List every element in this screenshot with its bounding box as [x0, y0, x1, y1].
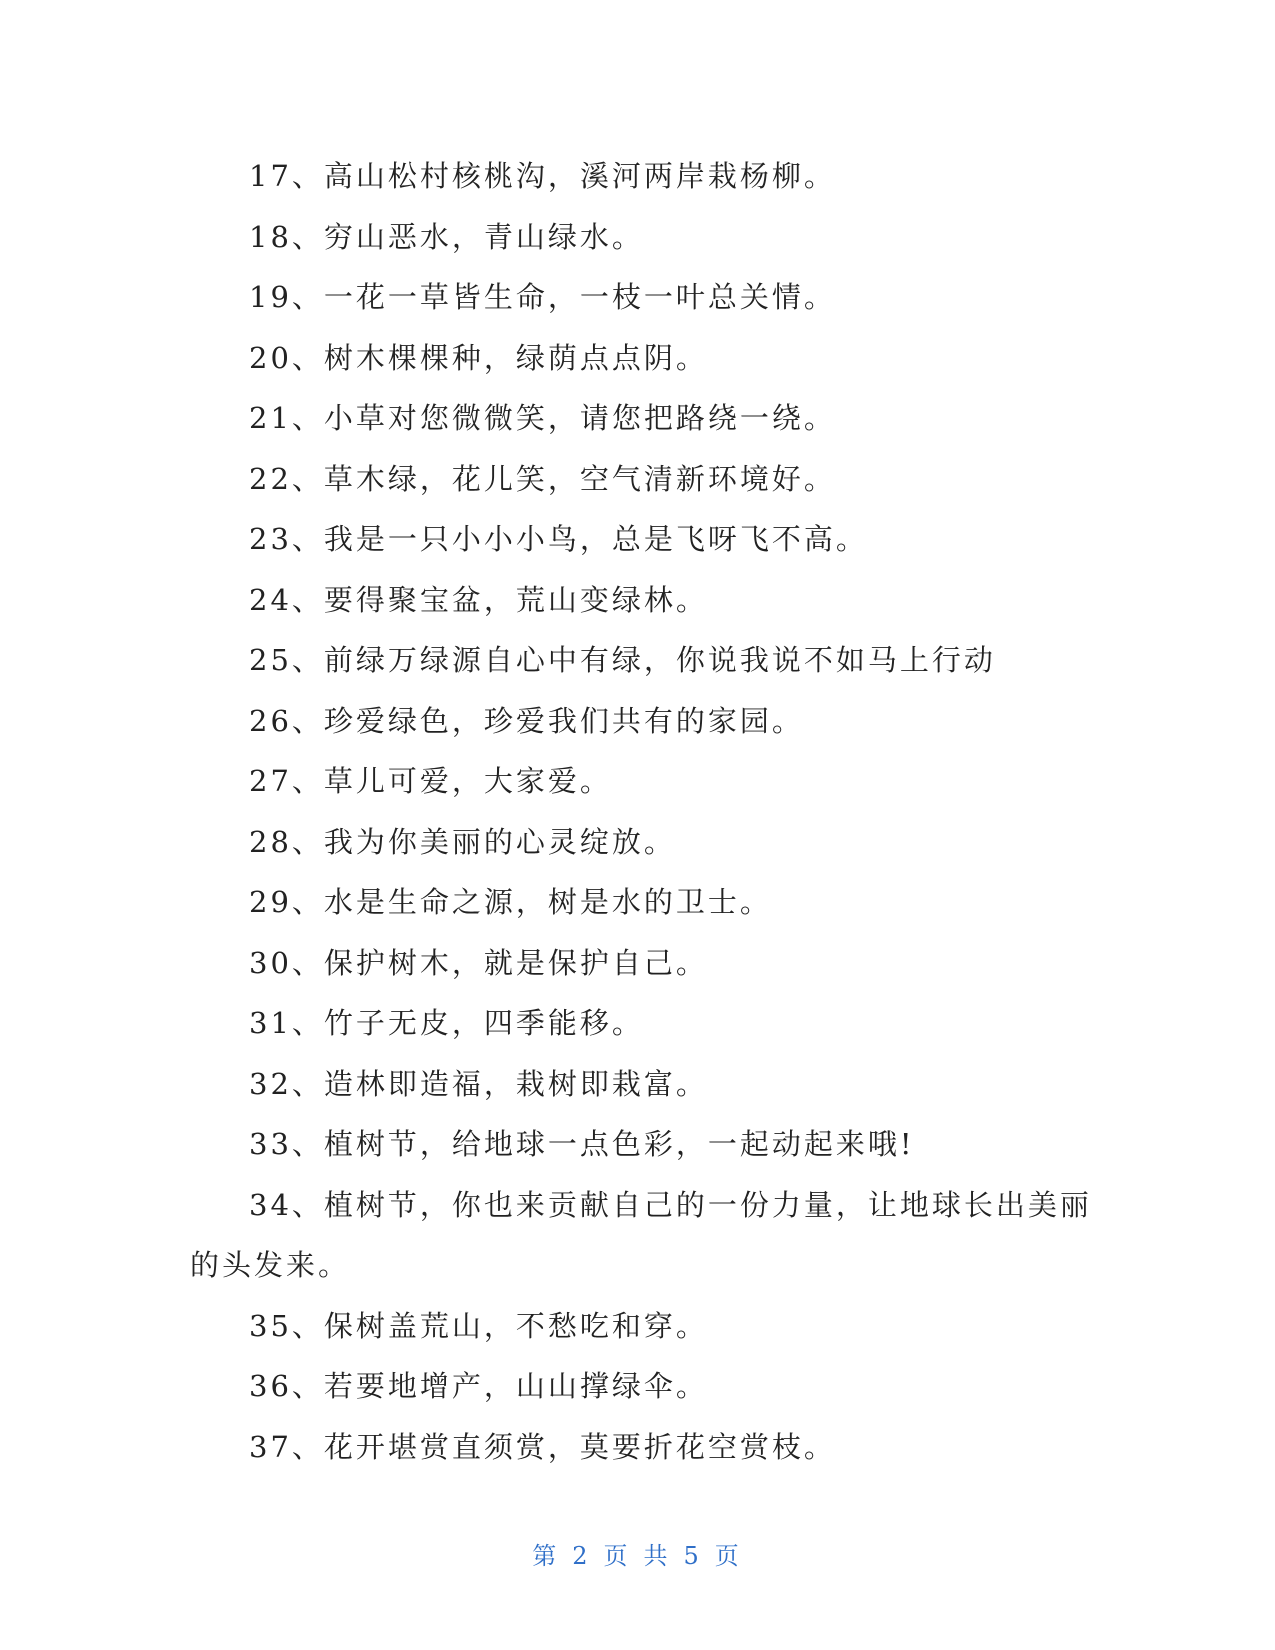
page-footer [0, 1536, 1275, 1571]
list-item: 19、一花一草皆生命，一枝一叶总关情。 [249, 280, 836, 314]
list-item: 29、水是生命之源，树是水的卫士。 [249, 885, 772, 919]
list-item: 26、珍爱绿色，珍爱我们共有的家园。 [249, 703, 804, 738]
list-item: 22、草木绿，花儿笑，空气清新环境好。 [249, 461, 836, 496]
page-label-suffix: 页 [714, 1542, 743, 1570]
list-item: 21、小草对您微微笑，请您把路绕一绕。 [249, 401, 836, 435]
list-item: 35、保树盖荒山，不愁吃和穿。 [249, 1308, 708, 1343]
page-label-prefix: 第 [532, 1542, 561, 1570]
list-item: 30、保护树木，就是保护自己。 [249, 945, 708, 980]
list-item: 36、若要地增产，山山撑绿伞。 [249, 1369, 708, 1403]
list-item: 31、竹子无皮，四季能移。 [249, 1006, 644, 1040]
page-label-mid1: 页 [603, 1542, 632, 1570]
list-item: 28、我为你美丽的心灵绽放。 [249, 824, 676, 859]
list-item: 32、造林即造福，栽树即栽富。 [249, 1066, 708, 1101]
list-item: 20、树木棵棵种，绿荫点点阴。 [249, 340, 708, 375]
list-item-continuation: 的头发来。 [190, 1248, 351, 1282]
slogan-list [190, 146, 1092, 1477]
page-label-mid2: 共 [643, 1542, 672, 1570]
list-item: 37、花开堪赏直须赏，莫要折花空赏枝。 [249, 1429, 836, 1464]
current-page-number: 2 [572, 1542, 592, 1570]
list-item: 18、穷山恶水，青山绿水。 [249, 219, 644, 254]
list-item: 34、植树节，你也来贡献自己的一份力量，让地球长出美丽 [249, 1187, 1092, 1222]
list-item: 27、草儿可爱，大家爱。 [249, 764, 612, 798]
total-pages-number: 5 [683, 1542, 703, 1570]
list-item: 33、植树节，给地球一点色彩，一起动起来哦! [249, 1127, 915, 1161]
list-item: 17、高山松村核桃沟，溪河两岸栽杨柳。 [249, 159, 836, 193]
list-item: 23、我是一只小小小鸟，总是飞呀飞不高。 [249, 522, 868, 556]
list-item: 24、要得聚宝盆，荒山变绿林。 [249, 582, 708, 617]
list-item: 25、前绿万绿源自心中有绿，你说我说不如马上行动 [249, 643, 996, 677]
